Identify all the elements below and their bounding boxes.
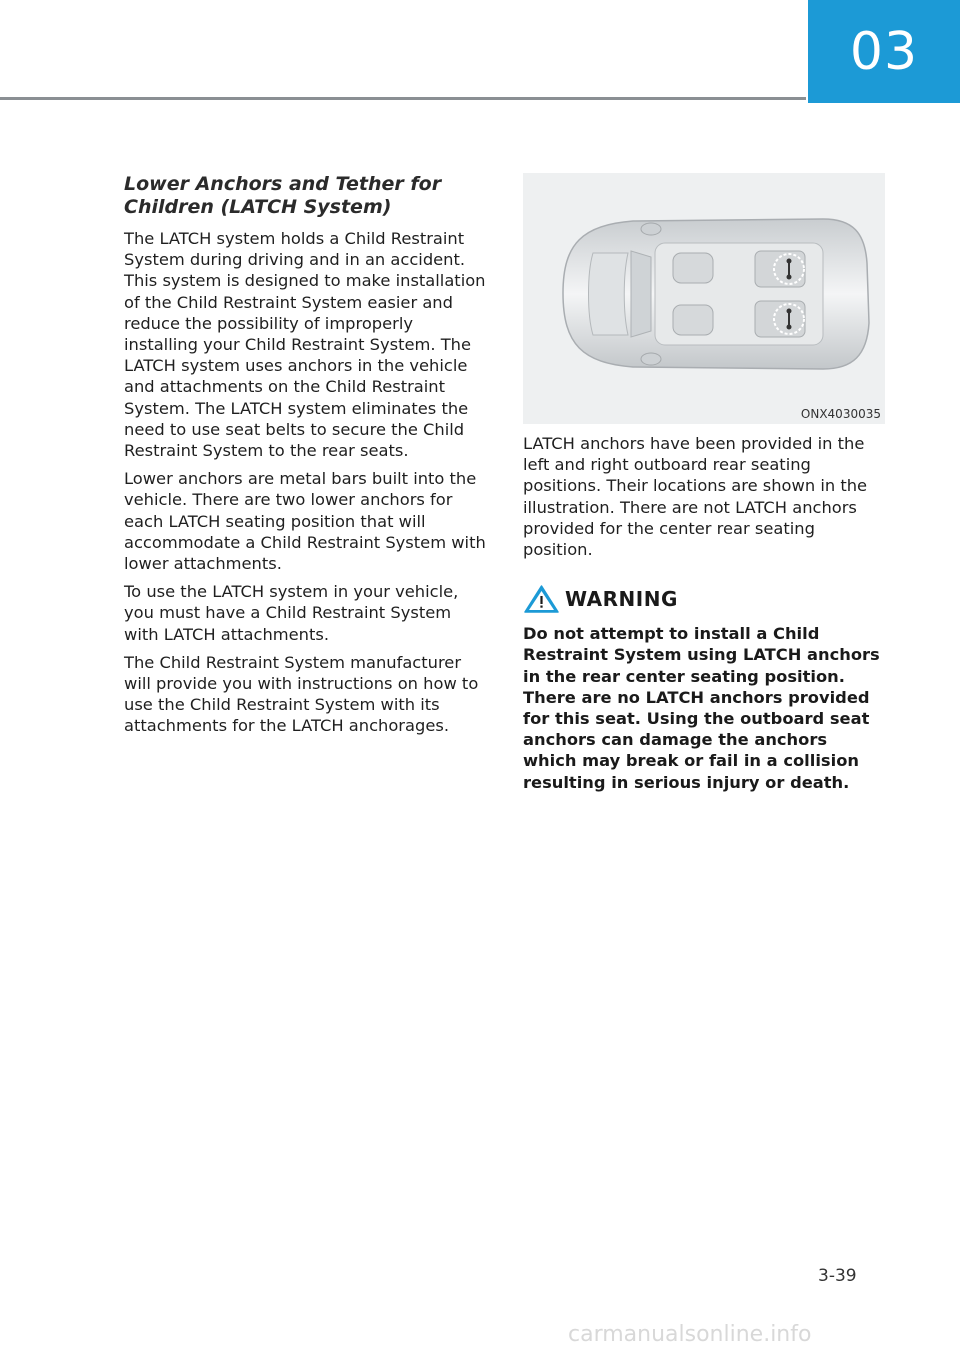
paragraph: Lower anchors are metal bars built into the vehicle. There are two lower anchors for each LATCH seating position that will accommodate a Child Restraint System with lower attachments. bbox=[124, 469, 486, 574]
warning-text: Do not attempt to install a Child Restraint System using LATCH anchors in the rear center seating position. There are no LATCH anchors provided for this seat. Using the outboard seat anchors can damage the anchors which may break or fail in a collision resulting in serious injury or death. bbox=[523, 624, 880, 792]
paragraph: The Child Restraint System manufacturer will provide you with instructions on how to use the Child Restraint System with its attachments for the LATCH anchorages. bbox=[124, 652, 479, 736]
warning-icon bbox=[523, 584, 560, 614]
section-heading: Lower Anchors and Tether for Children (LATCH System) bbox=[124, 173, 442, 218]
warning-heading bbox=[523, 584, 885, 614]
paragraph: To use the LATCH system in your vehicle, you must have a Child Restraint System with LATCH attachments. bbox=[124, 582, 459, 644]
header-rule bbox=[0, 97, 806, 100]
car-top-view-illustration bbox=[523, 173, 885, 424]
watermark: carmanualsonline.info bbox=[568, 1322, 812, 1347]
warning-label: WARNING bbox=[565, 587, 678, 612]
latch-illustration bbox=[523, 173, 885, 424]
left-column bbox=[124, 173, 486, 744]
paragraph: LATCH anchors have been provided in the left and right outboard rear seating positions. Their locations are shown in the illustration. There are not LATCH anchors provided for the center rear seating position. bbox=[523, 434, 868, 560]
paragraph: The LATCH system holds a Child Restraint System during driving and in an accident. This system is designed to make installation of the Child Restraint System easier and reduce the possibility of improperly installing your Child Restraint System. The LATCH system uses anchors in the vehicle and attachments on the Child Restraint System. The LATCH system eliminates the need to use seat belts to secure the Child Restraint System to the rear seats. bbox=[124, 229, 486, 461]
figure-code: ONX4030035 bbox=[800, 407, 881, 421]
chapter-tab: 03 bbox=[808, 0, 960, 103]
page-number: 3-39 bbox=[818, 1266, 857, 1286]
right-column bbox=[523, 173, 885, 793]
